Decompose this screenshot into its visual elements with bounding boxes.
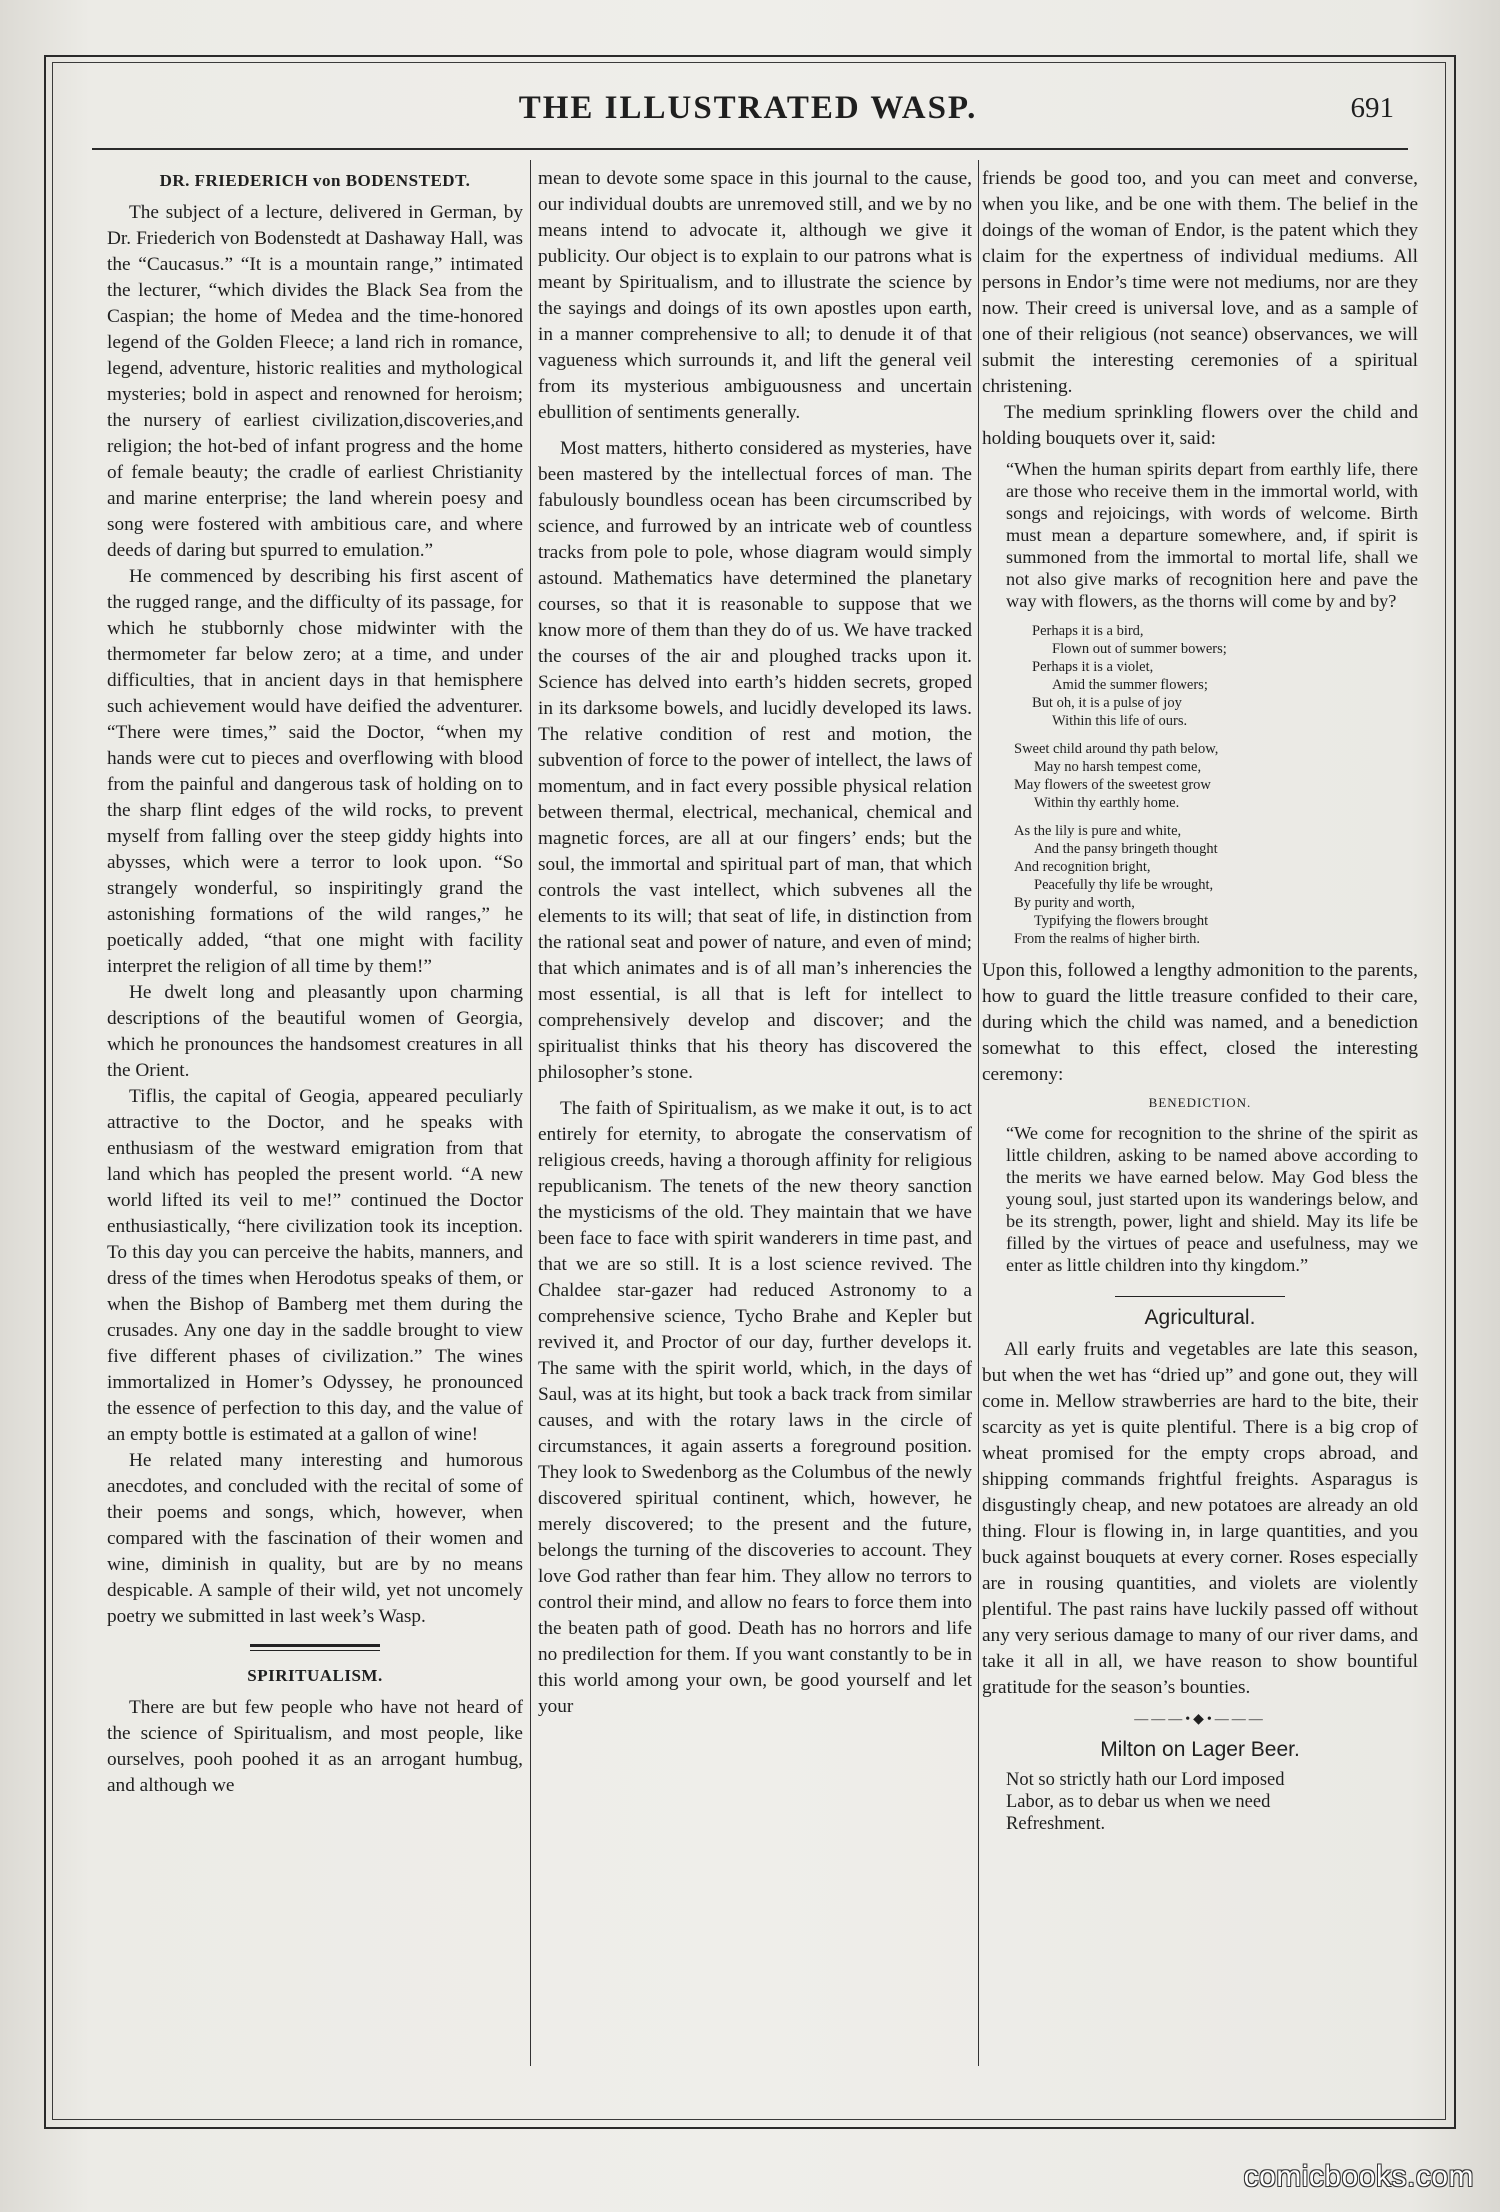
poem-line: And recognition bright,	[1014, 859, 1151, 875]
poem-line: May no harsh tempest come,	[1034, 759, 1202, 775]
poem-line: Flown out of summer bowers;	[1052, 641, 1227, 657]
column-1	[107, 166, 523, 2066]
milton-verse	[1006, 1769, 1418, 1835]
column-3	[982, 166, 1418, 2066]
christening-quote	[1006, 458, 1418, 612]
column-rule	[978, 160, 979, 2066]
poem-line: And the pansy bringeth thought	[1034, 841, 1218, 857]
benediction-heading: BENEDICTION.	[1148, 1095, 1252, 1110]
poem-line: Perhaps it is a bird,	[1032, 623, 1144, 639]
paragraph: There are but few people who have not heard of the science of Spiritualism, and most people, like ourselves, pooh poohed it as an arrogant humbug, and although we	[107, 1697, 523, 1796]
paragraph: He dwelt long and pleasantly upon charming descriptions of the beautiful women of Georgia, which he pronounces the handsomest creatures in all the Orient.	[107, 982, 523, 1081]
verse-line: Labor, as to debar us when we need	[1006, 1792, 1271, 1812]
poem-line: Peacefully thy life be wrought,	[1034, 877, 1214, 893]
column-2	[538, 166, 972, 2066]
quote-text: “We come for recognition to the shrine of the spirit as little children, asking to be named above according to the merits we have earned below. May God bless the young soul, just started upon its wanderings below, and be its strength, power, light and shield. May its life be filled by the virtues of peace and usefulness, may we enter as little children into thy kingdom.”	[1006, 1123, 1418, 1275]
poem-line: Amid the summer flowers;	[1052, 677, 1208, 693]
paragraph: The subject of a lecture, delivered in German, by Dr. Friederich von Bodenstedt at Dashaway Hall, was the “Caucasus.” “It is a mountain range,” intimated the lecturer, “which divides the Black Sea from the Caspian; the home of Medea and the time-honored legend of the Golden Fleece; a land rich in romance, legend, adventure, historic realities and mythological mysteries; bold in aspect and renowned for heroism; the nursery of earliest civilization,discoveries,and religion; the hot-bed of infant progress and the home of female beauty; the cradle of earliest Christianity and marine enterprise; the land wherein poesy and song were fostered with ambitious care, and where deeds of daring but spurred to emulation.”	[107, 202, 523, 561]
poem-line: Sweet child around thy path below,	[1014, 741, 1219, 757]
verse-line: Refreshment.	[1006, 1814, 1106, 1834]
benediction-quote	[1006, 1122, 1418, 1276]
column-rule	[530, 160, 531, 2066]
paragraph: He related many interesting and humorous anecdotes, and concluded with the recital of some of their poems and songs, which, however, when compared with the fascination of their women and wine, diminish in quality, but are by no means despicable. A sample of their wild, yet not uncomely poetry we submitted in last week’s Wasp.	[107, 1450, 523, 1627]
paragraph: He commenced by describing his first ascent of the rugged range, and the difficulty of its passage, for which he stubbornly chose midwinter with the thermometer far below zero; at a time, and under difficulties, that in ancient days in that hemisphere such achievement would have deified the adventurer. “There were times,” said the Doctor, “when my hands were cut to pieces and overflowing with blood from the painful and dangerous task of holding on to the sharp flint edges of the wild rocks, to prevent myself from falling over the steep giddy hights into abysses, which were a terror to look upon. “So strangely wonderful, so inspiritingly grand the astonishing formations of the wild ranges,” he poetically added, “that one might with facility interpret the religion of all time by them!”	[107, 566, 523, 977]
section-divider	[250, 1644, 380, 1651]
paragraph: The medium sprinkling flowers over the child and holding bouquets over it, said:	[982, 402, 1418, 449]
verse-line: Not so strictly hath our Lord imposed	[1006, 1770, 1285, 1790]
poem-line: Typifying the flowers brought	[1034, 913, 1209, 929]
paragraph: friends be good too, and you can meet and converse, when you like, and be one with them. The belief in the doings of the woman of Endor, is the patent which they claim for the expertness of individual mediums. All persons in Endor’s time were not mediums, nor are they now. Their creed is universal love, and as a sample of one of their religious (not seance) observances, we will submit the interesting ceremonies of a spiritual christening.	[982, 168, 1418, 397]
watermark: comicbooks.com	[1243, 2160, 1474, 2193]
paragraph: Tiflis, the capital of Geogia, appeared peculiarly attractive to the Doctor, and he speaks with enthusiasm of the westward emigration from that land which has peopled the present world. “A new world lifted its veil to me!” continued the Doctor enthusiastically, “here civilization took its inception. To this day you can perceive the habits, manners, and dress of the times when Herodotus speaks of them, or when the Bishop of Bamberg met them during the crusades. Any one day in the saddle brought to view five different phases of civilization.” The wines immortalized in Homer’s Odyssey, he pronounced the essence of perfection to this day, and the value of an empty bottle is estimated at a gallon of wine!	[107, 1086, 523, 1445]
section-divider	[1115, 1296, 1285, 1297]
poem-stanza	[1014, 822, 1418, 948]
poem-line: Within this life of ours.	[1052, 713, 1188, 729]
article-title-bodenstedt: DR. FRIEDERICH von BODENSTEDT.	[159, 171, 471, 190]
page-number: 691	[1350, 92, 1394, 124]
poem-line: But oh, it is a pulse of joy	[1032, 695, 1182, 711]
page-header	[52, 90, 1444, 140]
paragraph: mean to devote some space in this journal to the cause, our individual doubts are unremoved still, and we by no means intend to advocate it, although we give it publicity. Our object is to explain to our patrons what is meant by Spiritualism, and to illustrate the science by the sayings and doings of its own apostles upon earth, in a manner comprehensive to all; to denude it of that vagueness which surrounds it, and lift the general veil from its mysterious ambiguousness and uncertain ebullition of sentiments generally.	[538, 168, 972, 423]
poem-line: From the realms of higher birth.	[1014, 931, 1201, 947]
poem-line: By purity and worth,	[1014, 895, 1135, 911]
article-title-agricultural: Agricultural.	[1144, 1306, 1256, 1329]
paragraph: The faith of Spiritualism, as we make it out, is to act entirely for eternity, to abrogate the conservatism of religious creeds, having a thorough affinity for religious republicanism. The tenets of the new theory sanction the mysticisms of the old. They maintain that we have been face to face with spirit wanderers in time past, and that we are so still. It is a lost science revived. The Chaldee star-gazer had reduced Astronomy to a comprehensive science, Tycho Brahe and Kepler but revived it, and Proctor of our day, further develops it. The same with the spirit world, which, in the days of Saul, was at its hight, but took a back track from similar causes, and with the rotary laws in the circle of circumstances, it again asserts a foreground position. They look to Swedenborg as the Columbus of the newly discovered spiritual continent, which, however, he merely discovered; to the present and the future, belongs the turning of the discoveries to account. They love God rather than fear him. They allow no terrors to control their mind, and allow no fears to force them into the beaten path of good. Death has no horrors and life no predilection for them. If you want constantly to be in this world among your own, be good yourself and let your	[538, 1098, 972, 1717]
poem-line: Perhaps it is a violet,	[1032, 659, 1154, 675]
paragraph: Most matters, hitherto considered as mysteries, have been mastered by the intellectual forces of man. The fabulously boundless ocean has been circumscribed by science, and furrowed by an intricate web of countless tracks from pole to pole, whose diagram would simply astound. Mathematics have determined the planetary courses, so that it is reasonable to suppose that we know more of them than they do of us. We have tracked the courses of the air and ploughed tracks upon it. Science has delved into earth’s hidden secrets, groped in its darksome bowels, and lucidly developed its laws. The relative condition of rest and motion, the subvention of force to the power of intellect, the laws of momentum, and in fact every possible physical relation between thermal, electrical, mechanical, chemical and magnetic forces, are all at our fingers’ ends; but the soul, the immortal and spiritual part of man, that which controls the vast intellect, which subvenes all the elements to its will; that seat of life, in distinction from the rational seat and power of nature, and even of mind; that which animates and is of all man’s inherencies the most essential, is all that is left for intellect to comprehensively develop and discover; and the spiritualist thinks that his theory has discovered the philosopher’s stone.	[538, 438, 972, 1083]
poem-line: May flowers of the sweetest grow	[1014, 777, 1211, 793]
masthead: THE ILLUSTRATED WASP.	[518, 90, 978, 126]
article-title-spiritualism: SPIRITUALISM.	[247, 1666, 383, 1685]
poem-line: As the lily is pure and white,	[1014, 823, 1182, 839]
article-title-milton: Milton on Lager Beer.	[1100, 1738, 1300, 1761]
paragraph: Upon this, followed a lengthy admonition to the parents, how to guard the little treasure confided to their care, during which the child was named, and a benediction somewhat to this effect, closed the interesting ceremony:	[982, 960, 1418, 1085]
quote-text: “When the human spirits depart from earthly life, there are those who receive them in the immortal world, with songs and rejoicings, with words of welcome. Birth must mean a departure somewhere, and, if spirit is summoned from the immortal to mortal life, shall we not also give marks of recognition here and pave the way with flowers, as the thorns will come by and by?	[1006, 459, 1418, 611]
poem-stanza	[1032, 622, 1418, 730]
poem-line: Within thy earthly home.	[1034, 795, 1180, 811]
header-rule	[92, 148, 1408, 150]
ornament-divider: ———•◆•———	[1134, 1712, 1266, 1727]
christening-poem	[1014, 622, 1418, 948]
poem-stanza	[1014, 740, 1418, 812]
paragraph: All early fruits and vegetables are late this season, but when the wet has “dried up” and gone out, they will come in. Mellow strawberries are hard to the bite, their scarcity as yet is quite plentiful. There is a big crop of wheat promised for the empty crops abroad, and shipping commands frightful freights. Asparagus is disgustingly cheap, and new potatoes are already an old thing. Flour is flowing in, in large quantities, and you buck against bouquets at every corner. Roses especially are in rousing quantities, and violets are violently plentiful. The past rains have luckily passed off without any very serious damage to many of our river dams, and take it all in all, we have reason to show bountiful gratitude for the season’s bounties.	[982, 1339, 1418, 1698]
